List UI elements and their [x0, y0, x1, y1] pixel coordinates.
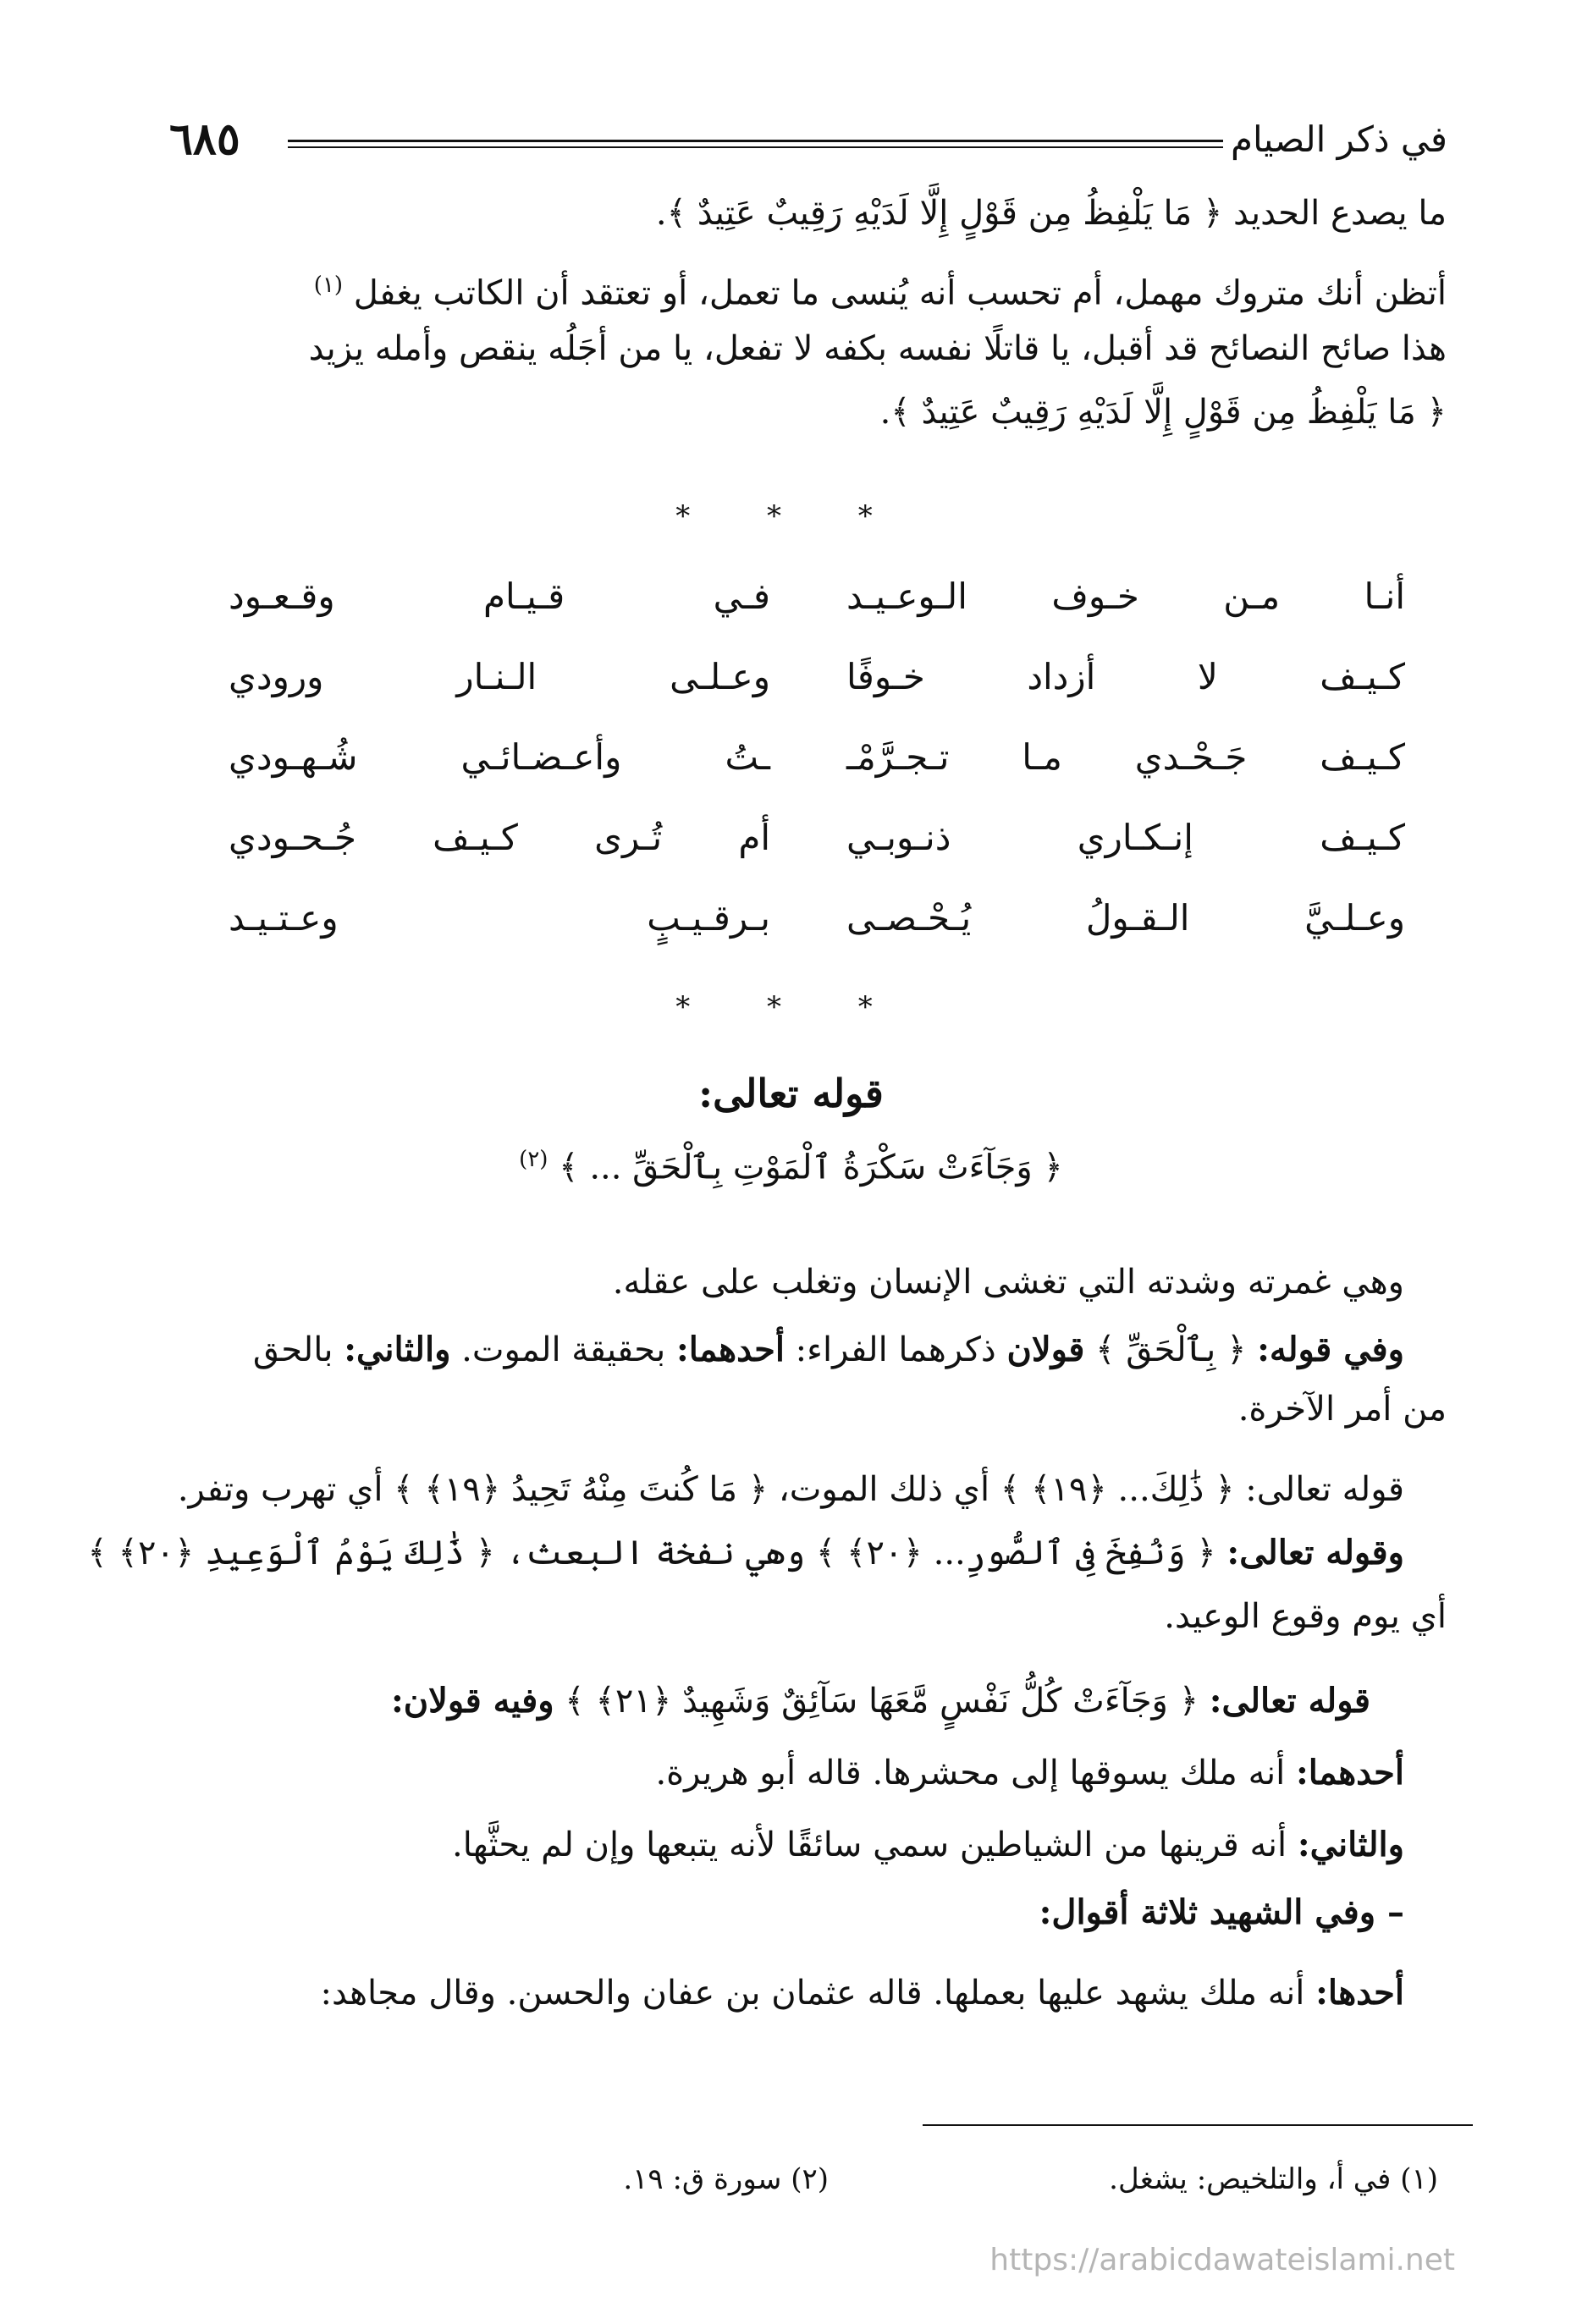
section-separator: * * *	[675, 990, 907, 1024]
watermark-url: https://arabicdawateislami.net	[989, 2243, 1455, 2277]
body-line	[84, 1815, 1404, 1875]
paragraph-text: أتظن أنك متروك مهمل، أم تحسب أنه يُنسى ما تعمل، أو تعتقد أن الكاتب يغفل	[353, 273, 1447, 313]
bold-term: أحدهما:	[1295, 1753, 1404, 1793]
bold-term: أحدها:	[1315, 1973, 1404, 2013]
body-line	[50, 1671, 1370, 1731]
poem-verse	[229, 563, 1405, 631]
body-line: من أمر الآخرة.	[1237, 1390, 1447, 1429]
body-line	[84, 1963, 1404, 2023]
poem-hemistich-first: كـيـف جَـحْـدي مـا تـجـرَّمْـ	[846, 736, 1405, 778]
body-text: أنه ملك يشهد عليها بعملها. قاله عثمان بن عفان والحسن. وقال مجاهد:	[320, 1974, 1316, 2013]
poem-verse	[229, 724, 1405, 791]
poem-verse	[229, 884, 1405, 952]
bold-term: وفيه قولان:	[390, 1681, 554, 1721]
section-heading: قوله تعالى:	[698, 1071, 884, 1116]
paragraph-2-line-2: هذا صائح النصائح قد أقبل، يا قاتلًا نفسه بكفه لا تفعل، يا من أجَلُه ينقص وأمله يزيد	[308, 329, 1447, 368]
body-line	[84, 1743, 1404, 1803]
poem-hemistich-second: وعـلـى الـنـار ورودي	[229, 656, 770, 697]
footnote-marker-2: (٢)	[519, 1147, 548, 1172]
body-text: ﴿ وَنُفِخَ فِى ٱلصُّورِ... ﴿٢٠﴾ ﴾ وهي نفخة البعث، ﴿ ذَٰلِكَ يَوْمُ ٱلْوَعِيدِ ﴿٢٠﴾ ﴾	[87, 1534, 1227, 1572]
body-line	[84, 1320, 1404, 1380]
poem-hemistich-first: وعـلـيَّ الـقـولُ يُـحْـصـى	[846, 897, 1405, 939]
body-line	[84, 1523, 1404, 1583]
paragraph-2-line-1	[139, 254, 1447, 324]
body-line: أي يوم وقوع الوعيد.	[1164, 1597, 1447, 1636]
body-text: أنه ملك يسوقها إلى محشرها. قاله أبو هريرة.	[655, 1754, 1296, 1793]
body-text: أنه قرينها من الشياطين سمي سائقًا لأنه يتبعها وإن لم يحثَّها.	[452, 1826, 1298, 1864]
header-rule-thin	[288, 146, 1223, 148]
body-line: – وفي الشهيد ثلاثة أقوال:	[1039, 1892, 1404, 1932]
poem-hemistich-first: كـيـف إنـكـاري ذنـوبـي	[846, 817, 1405, 858]
bold-term: والثاني:	[1297, 1825, 1404, 1864]
body-text: ﴿ وَجَآءَتْ كُلُّ نَفْسٍ مَّعَهَا سَآئِقٌ وَشَهِيدٌ ﴿٢١﴾ ﴾	[554, 1682, 1210, 1721]
page-number: ٦٨٥	[169, 113, 240, 165]
bold-term: وفي قوله:	[1257, 1330, 1404, 1369]
bold-term: قوله تعالى:	[1209, 1681, 1370, 1721]
poem-verse	[229, 804, 1405, 872]
body-text: ذكرهما الفراء:	[784, 1330, 1007, 1369]
running-title: في ذكر الصيام	[1230, 118, 1447, 160]
footnote-rule	[923, 2124, 1473, 2126]
paragraph-2-line-3: ﴿ مَا يَلْفِظُ مِن قَوْلٍ إِلَّا لَدَيْهِ رَقِيبٌ عَتِيدٌ ﴾.	[879, 393, 1447, 432]
poem-hemistich-second: ـتُ وأعـضـائـي شُـهـودي	[229, 736, 770, 778]
header-rule	[288, 140, 1223, 142]
body-text: ﴿ بِٱلْحَقِّ ﴾	[1084, 1330, 1258, 1369]
body-text: بالحق	[252, 1330, 345, 1369]
poem-hemistich-first: أنـا مـن خـوف الـوعـيـد	[846, 575, 1405, 617]
quran-verse	[0, 1147, 1582, 1187]
body-line: وهي غمرته وشدته التي تغشى الإنسان وتغلب على عقله.	[612, 1263, 1404, 1302]
footnote-1: (١) في أ، والتلخيص: يشغل.	[1109, 2162, 1438, 2196]
poem-hemistich-first: كـيـف لا أزداد خـوفًا	[846, 656, 1405, 697]
paragraph-quote-1: ما يصدع الحديد ﴿ مَا يَلْفِظُ مِن قَوْلٍ إِلَّا لَدَيْهِ رَقِيبٌ عَتِيدٌ ﴾.	[655, 194, 1447, 233]
poem-verse	[229, 643, 1405, 711]
bold-term: وقوله تعالى:	[1226, 1533, 1404, 1572]
footnote-marker-1: (١)	[313, 273, 344, 298]
poem-hemistich-second: بـرقـيـبٍ وعـتـيـد	[229, 897, 770, 939]
poem-hemistich-second: فـي قـيـام وقـعـود	[229, 575, 770, 617]
section-separator: * * *	[675, 499, 907, 533]
body-line: قوله تعالى: ﴿ ذَٰلِكَ... ﴿١٩﴾ ﴾ أي ذلك الموت، ﴿ مَا كُنتَ مِنْهُ تَحِيدُ ﴿١٩﴾ ﴾ أي تهرب وتفر.	[177, 1470, 1404, 1509]
bold-term: والثاني:	[344, 1330, 451, 1369]
bold-term: أحدهما:	[675, 1330, 785, 1369]
bold-term: قولان	[1006, 1330, 1085, 1369]
body-text: بحقيقة الموت.	[450, 1330, 676, 1369]
footnote-2: (٢) سورة ق: ١٩.	[623, 2162, 829, 2196]
page-header	[169, 114, 1447, 165]
poem-hemistich-second: أم تُـرى كـيـف جُـحـودي	[229, 817, 770, 858]
verse-text: ﴿ وَجَآءَتْ سَكْرَةُ ٱلْمَوْتِ بِٱلْحَقِّ ... ﴾	[559, 1148, 1063, 1187]
